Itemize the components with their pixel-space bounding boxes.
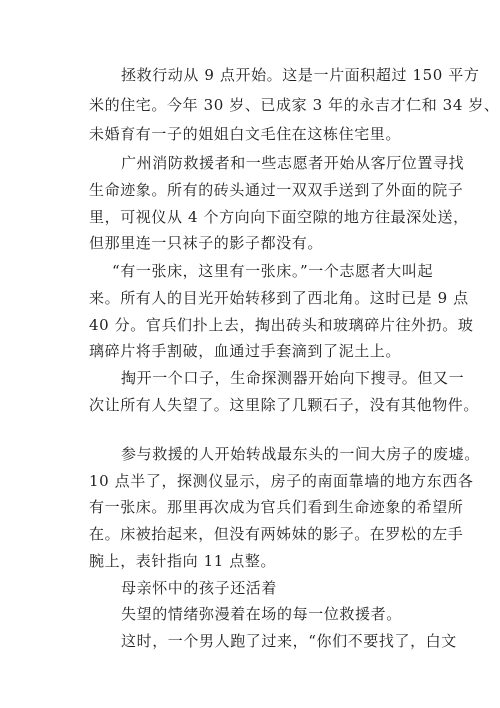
text-line: 米的住宅。今年 30 岁、已成家 3 年的永吉才仁和 34 岁、 <box>89 96 500 114</box>
text-line: 腕上，表针指向 11 点整。 <box>89 552 277 570</box>
text-line: 拯救行动从 9 点开始。这是一片面积超过 150 平方 <box>121 66 480 84</box>
text-line: 掏开一个口子，生命探测器开始向下搜寻。但又一 <box>121 369 465 387</box>
text-line: 次让所有人失望了。这里除了几颗石子，没有其他物件。 <box>89 396 480 414</box>
text-line: 但那里连一只袜子的影子都没有。 <box>89 234 324 252</box>
text-line: 未婚育有一子的姐姐白文毛住在这栋住宅里。 <box>89 125 402 143</box>
text-line: 失望的情绪弥漫着在场的每一位救援者。 <box>121 605 402 623</box>
text-line: 在。床被抬起来，但没有两姊妹的影子。在罗松的左手 <box>89 525 464 543</box>
text-line: 里，可视仪从 4 个方向向下面空隙的地方往最深处送， <box>89 208 469 226</box>
text-line: 生命迹象。所有的砖头通过一双双手送到了外面的院子 <box>89 181 464 199</box>
text-line: “有一张床，这里有一张床。”一个志愿者大叫起 <box>112 262 434 280</box>
text-line: 10 点半了，探测仪显示，房子的南面靠墙的地方东西各 <box>89 472 474 490</box>
text-line: 来。所有人的目光开始转移到了西北角。这时已是 9 点 <box>89 289 469 307</box>
text-line: 40 分。官兵们扑上去，掏出砖头和玻璃碎片往外扔。玻 <box>89 316 474 334</box>
text-line: 璃碎片将手割破，血通过手套滴到了泥土上。 <box>89 342 402 360</box>
text-line: 广州消防救援者和一些志愿者开始从客厅位置寻找 <box>121 154 465 172</box>
text-line: 这时，一个男人跑了过来，“你们不要找了，白文 <box>121 632 457 650</box>
section-subheading: 母亲怀中的孩子还活着 <box>121 579 278 597</box>
text-line: 参与救援的人开始转战最东头的一间大房子的废墟。 <box>121 445 480 463</box>
text-line: 有一张床。那里再次成为官兵们看到生命迹象的希望所 <box>89 498 464 516</box>
